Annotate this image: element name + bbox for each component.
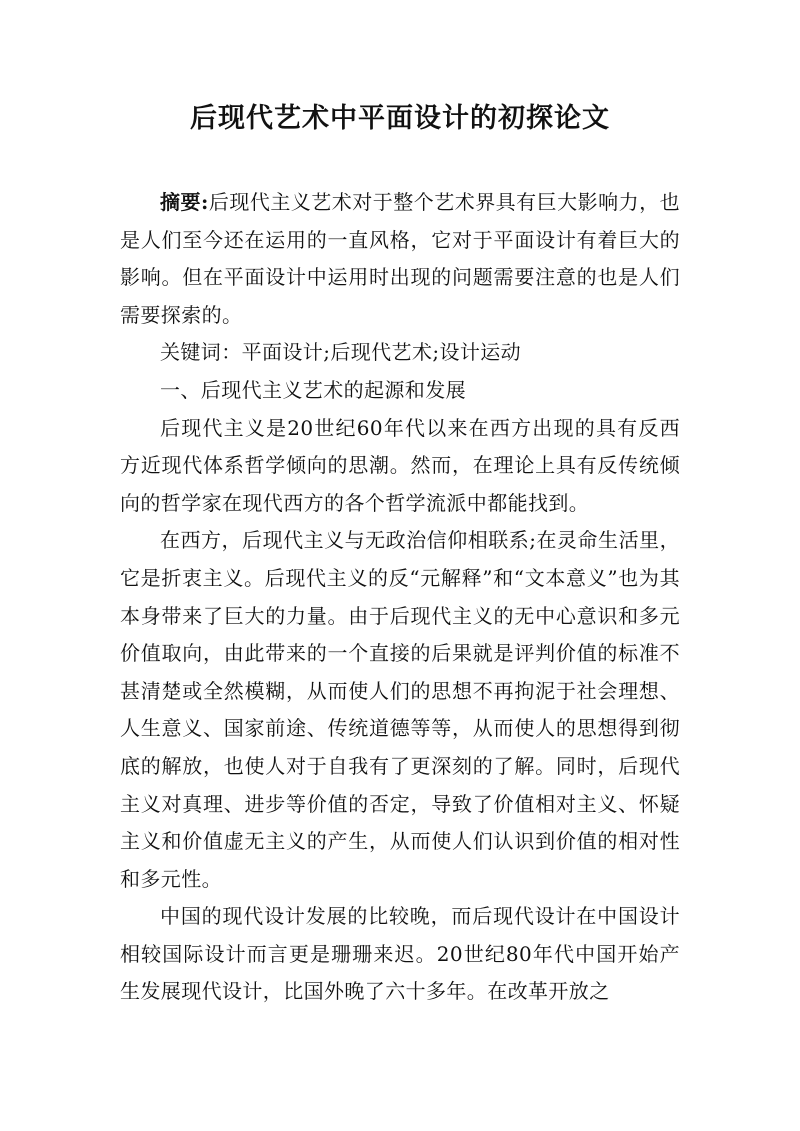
abstract-text: 后现代主义艺术对于整个艺术界具有巨大影响力，也是人们至今还在运用的一直风格，它对于平面设计有着巨大的影响。但在平面设计中运用时出现的问题需要注意的也是人们需要探索的。 — [120, 190, 680, 327]
body-paragraph: 后现代主义是20世纪60年代以来在西方出现的具有反西方近现代体系哲学倾向的思潮。然而，在理论上具有反传统倾向的哲学家在现代西方的各个哲学流派中都能找到。 — [120, 415, 680, 515]
keywords-line: 关键词：平面设计;后现代艺术;设计运动 — [160, 340, 522, 365]
abstract-paragraph — [120, 184, 680, 334]
section-heading: 一、后现代主义艺术的起源和发展 — [160, 377, 466, 402]
document-body — [120, 184, 680, 1011]
abstract-label: 摘要: — [160, 190, 209, 214]
body-paragraph: 在西方，后现代主义与无政治信仰相联系;在灵命生活里，它是折衷主义。后现代主义的反“元解释”和“文本意义”也为其本身带来了巨大的力量。由于后现代主义的无中心意识和多元价值取向，由此带来的一个直接的后果就是评判价值的标准不甚清楚或全然模糊，从而使人们的思想不再拘泥于社会理想、人生意义、国家前途、传统道德等等，从而使人的思想得到彻底的解放，也使人对于自我有了更深刻的了解。同时，后现代主义对真理、进步等价值的否定，导致了价值相对主义、怀疑主义和价值虚无主义的产生，从而使人们认识到价值的相对性和多元性。 — [120, 528, 680, 891]
document-title: 后现代艺术中平面设计的初探论文 — [190, 103, 610, 134]
body-paragraph: 中国的现代设计发展的比较晚，而后现代设计在中国设计相较国际设计而言更是珊珊来迟。20世纪80年代中国开始产生发展现代设计，比国外晚了六十多年。在改革开放之 — [120, 904, 680, 1004]
